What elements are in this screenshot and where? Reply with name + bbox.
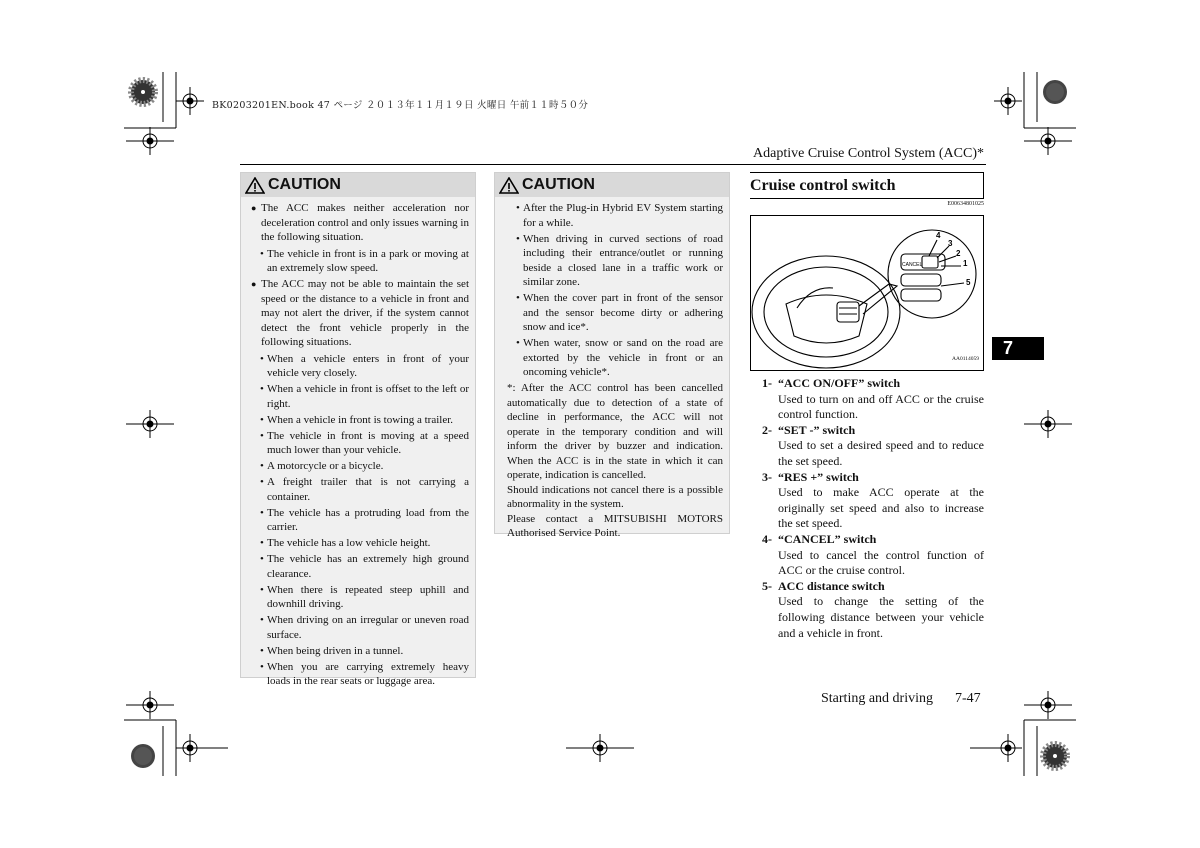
caution-sub-item: • A motorcycle or a bicycle. bbox=[251, 459, 469, 474]
switch-item-description: Used to change the setting of the following distance between your vehicle and a vehicle in front. bbox=[778, 594, 984, 640]
caution-sub-item: • When the cover part in front of the sensor and the sensor become dirty or adhering snow and ice*. bbox=[507, 291, 723, 335]
switch-section-title: Cruise control switch bbox=[750, 172, 984, 198]
caution-note: Should indications not cancel there is a possible abnormality in the system. bbox=[507, 483, 723, 510]
caution-sub-item: • The vehicle has a protruding load from the carrier. bbox=[251, 506, 469, 535]
callout-label-4: 4 bbox=[936, 231, 941, 240]
warning-triangle-icon bbox=[245, 177, 265, 194]
switch-item-description: Used to set a desired speed and to reduce the set speed. bbox=[778, 438, 984, 468]
caution-bullet: ● The ACC makes neither acceleration nor deceleration control and only issues warning in the following situation. bbox=[251, 201, 469, 245]
switch-item-title: 5- ACC distance switch bbox=[762, 578, 885, 593]
switch-item-title: 3- “RES +” switch bbox=[762, 469, 859, 484]
switch-item-description: Used to turn on and off ACC or the cruise control function. bbox=[778, 391, 984, 422]
footer-section-name: Starting and driving bbox=[821, 691, 933, 706]
caution-bullet: ● The ACC may not be able to maintain the set speed or the distance to a vehicle in front and may not alert the driver, if the system cannot detect the front vehicle properly in the following situations. bbox=[251, 277, 469, 350]
caution-sub-item: • When driving in curved sections of road including their entrance/outlet or running beside a closed lane in a traffic work or similar zone. bbox=[507, 232, 723, 290]
page-footer bbox=[821, 691, 981, 707]
caution-sub-item: • When there is repeated steep uphill and downhill driving. bbox=[251, 583, 469, 612]
caution-sub-item: • When being driven in a tunnel. bbox=[251, 644, 469, 659]
figure-code: AA0114059 bbox=[952, 356, 979, 362]
caution-sub-item: • The vehicle has a low vehicle height. bbox=[251, 536, 469, 551]
switch-item-title: 4- “CANCEL” switch bbox=[762, 531, 877, 546]
caution-body-middle bbox=[495, 197, 729, 547]
caution-sub-item: • When a vehicle in front is towing a trailer. bbox=[251, 413, 469, 428]
caution-heading bbox=[241, 173, 475, 197]
section-code: E00634801025 bbox=[947, 201, 984, 207]
caution-heading bbox=[495, 173, 729, 197]
caution-sub-item: • When you are carrying extremely heavy loads in the rear seats or luggage area. bbox=[251, 660, 469, 689]
caution-sub-item: • The vehicle in front is in a park or moving at an extremely slow speed. bbox=[251, 247, 469, 276]
switch-title-rule bbox=[750, 198, 984, 199]
caution-heading-text: CAUTION bbox=[268, 176, 341, 193]
chapter-tab: 7 bbox=[992, 337, 1044, 360]
caution-note: Please contact a MITSUBISHI MOTORS Authorised Service Point. bbox=[507, 512, 723, 539]
caution-sub-item: • When water, snow or sand on the road are extorted by the vehicle in front or an oncoming vehicle*. bbox=[507, 336, 723, 380]
caution-sub-item: • The vehicle in front is moving at a speed much lower than your vehicle. bbox=[251, 429, 469, 458]
caution-box-left bbox=[240, 172, 476, 687]
switch-item-description: Used to cancel the control function of ACC or the cruise control. bbox=[778, 547, 984, 578]
switch-list bbox=[762, 376, 984, 641]
header-divider bbox=[240, 164, 986, 165]
section-title: Adaptive Cruise Control System (ACC)* bbox=[753, 146, 984, 161]
caution-sub-item: • After the Plug-in Hybrid EV System starting for a while. bbox=[507, 201, 723, 230]
warning-triangle-icon bbox=[499, 177, 519, 194]
callout-label-1: 1 bbox=[963, 259, 968, 268]
page-number: 7-47 bbox=[955, 691, 981, 706]
callout-label-5: 5 bbox=[966, 278, 971, 287]
cancel-switch-label: CANCEL bbox=[902, 262, 923, 268]
caution-box-middle bbox=[494, 172, 730, 539]
caution-sub-item: • When a vehicle enters in front of your vehicle very closely. bbox=[251, 352, 469, 381]
callout-label-2: 2 bbox=[956, 249, 961, 258]
steering-wheel-illustration bbox=[751, 216, 983, 370]
caution-sub-item: • When driving on an irregular or uneven road surface. bbox=[251, 613, 469, 642]
caution-sub-item: • When a vehicle in front is offset to the left or right. bbox=[251, 382, 469, 411]
caution-sub-item: • The vehicle has an extremely high ground clearance. bbox=[251, 552, 469, 581]
caution-sub-item: • A freight trailer that is not carrying a container. bbox=[251, 475, 469, 504]
switch-item-description: Used to make ACC operate at the originally set speed and also to increase the set speed. bbox=[778, 485, 984, 531]
caution-heading-text: CAUTION bbox=[522, 176, 595, 193]
steering-wheel-figure bbox=[750, 215, 984, 371]
switch-item-title: 2- “SET -” switch bbox=[762, 422, 856, 437]
caution-body-left bbox=[241, 197, 475, 696]
callout-label-3: 3 bbox=[948, 239, 953, 248]
switch-item-title: 1- “ACC ON/OFF” switch bbox=[762, 376, 900, 390]
print-header: BK0203201EN.book 47 ページ ２０１３年１１月１９日 火曜日 午前１１時５０分 bbox=[212, 100, 589, 111]
caution-note: *: After the ACC control has been cancelled automatically due to detection of a state of decline in performance, the ACC will not operate in the temporary condition and will inform the driver by buzzer and indication. When the ACC is in the state in which it can operate, indication is cancelled. bbox=[507, 382, 723, 481]
